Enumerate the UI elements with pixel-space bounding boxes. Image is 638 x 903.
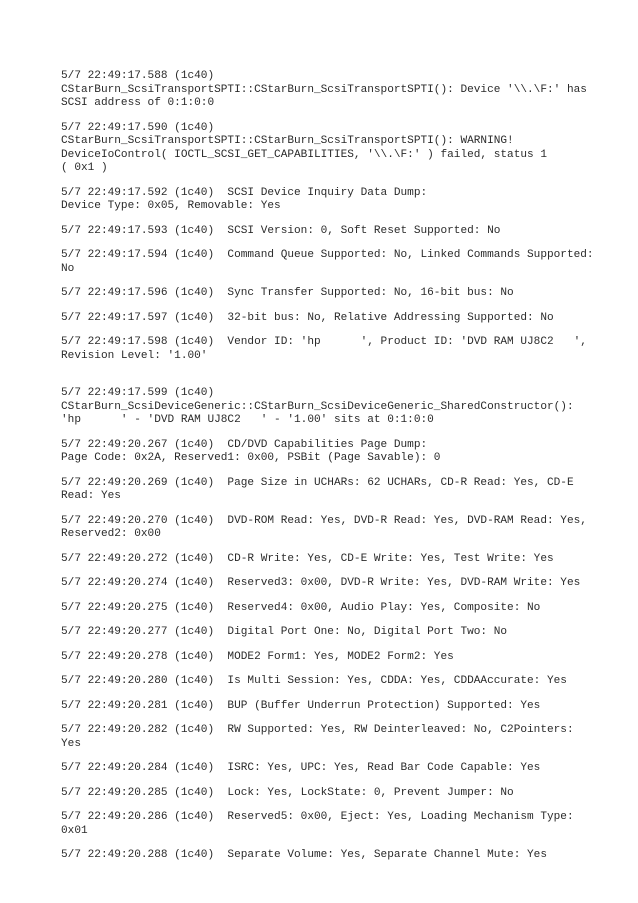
log-entry xyxy=(61,287,621,301)
log-entry xyxy=(61,553,621,567)
log-line: Page Code: 0x2A, Reserved1: 0x00, PSBit (Page Savable): 0 xyxy=(61,452,441,464)
log-line: 5/7 22:49:20.285 (1c40) Lock: Yes, LockState: 0, Prevent Jumper: No xyxy=(61,786,514,799)
log-line: 'hp ' - 'DVD RAM UJ8C2 ' - '1.00' sits at 0:1:0:0 xyxy=(61,414,434,426)
log-entry xyxy=(61,187,621,214)
log-line: CStarBurn_ScsiTransportSPTI::CStarBurn_ScsiTransportSPTI(): Device '\\.\F:' has xyxy=(61,83,587,96)
log-line: Revision Level: '1.00' xyxy=(61,349,208,362)
log-line: CStarBurn_ScsiTransportSPTI::CStarBurn_ScsiTransportSPTI(): WARNING! xyxy=(61,135,514,147)
log-line: 5/7 22:49:20.282 (1c40) RW Supported: Yes, RW Deinterleaved: No, C2Pointers: xyxy=(61,724,574,736)
log-line: 5/7 22:49:20.269 (1c40) Page Size in UCHARs: 62 UCHARs, CD-R Read: Yes, CD-E xyxy=(61,476,574,489)
log-entry xyxy=(61,387,621,428)
log-line: 5/7 22:49:20.280 (1c40) Is Multi Session: Yes, CDDA: Yes, CDDAAccurate: Yes xyxy=(61,675,567,687)
log-line: 5/7 22:49:20.288 (1c40) Separate Volume: Yes, Separate Channel Mute: Yes xyxy=(61,849,547,861)
log-entry xyxy=(61,70,621,111)
log-entry xyxy=(61,122,621,176)
log-line: Reserved2: 0x00 xyxy=(61,528,161,540)
log-line: ( 0x1 ) xyxy=(61,162,108,174)
log-entry xyxy=(61,762,621,776)
log-entry xyxy=(61,724,621,751)
log-entry xyxy=(61,787,621,801)
log-entry xyxy=(61,602,621,616)
log-entry xyxy=(61,700,621,714)
log-entry xyxy=(61,577,621,591)
log-line: 5/7 22:49:20.284 (1c40) ISRC: Yes, UPC: Yes, Read Bar Code Capable: Yes xyxy=(61,762,541,774)
log-line: SCSI address of 0:1:0:0 xyxy=(61,97,215,109)
log-line: 5/7 22:49:20.275 (1c40) Reserved4: 0x00, Audio Play: Yes, Composite: No xyxy=(61,601,541,614)
log-line: 5/7 22:49:20.270 (1c40) DVD-ROM Read: Yes, DVD-R Read: Yes, DVD-RAM Read: Yes, xyxy=(61,514,587,527)
log-line: 5/7 22:49:20.278 (1c40) MODE2 Form1: Yes, MODE2 Form2: Yes xyxy=(61,650,454,663)
log-entry xyxy=(61,626,621,640)
log-line: 5/7 22:49:20.267 (1c40) CD/DVD Capabilities Page Dump: xyxy=(61,438,428,451)
log-line: 5/7 22:49:17.598 (1c40) Vendor ID: 'hp ', Product ID: 'DVD RAM UJ8C2 ', xyxy=(61,336,587,348)
log-entry xyxy=(61,811,621,838)
log-entry xyxy=(61,515,621,542)
log-line: 5/7 22:49:20.286 (1c40) Reserved5: 0x00, Eject: Yes, Loading Mechanism Type: xyxy=(61,811,574,823)
log-line: CStarBurn_ScsiDeviceGeneric::CStarBurn_ScsiDeviceGeneric_SharedConstructor(): xyxy=(61,400,574,413)
log-line: 5/7 22:49:17.594 (1c40) Command Queue Supported: No, Linked Commands Supported: xyxy=(61,249,594,261)
log-line: 5/7 22:49:17.588 (1c40) xyxy=(61,70,215,82)
log-line: Yes xyxy=(61,737,81,750)
log-line: No xyxy=(61,262,75,275)
log-entry xyxy=(61,849,621,863)
log-line: Read: Yes xyxy=(61,490,121,502)
log-line: 5/7 22:49:17.592 (1c40) SCSI Device Inquiry Data Dump: xyxy=(61,186,428,199)
log-entry xyxy=(61,439,621,466)
log-line: 5/7 22:49:20.281 (1c40) BUP (Buffer Underrun Protection) Supported: Yes xyxy=(61,699,541,712)
log-entry xyxy=(61,336,621,363)
log-line: 5/7 22:49:17.599 (1c40) xyxy=(61,387,215,399)
log-entry xyxy=(61,249,621,276)
log-line: 5/7 22:49:17.593 (1c40) SCSI Version: 0, Soft Reset Supported: No xyxy=(61,224,501,237)
log-line: 5/7 22:49:17.590 (1c40) xyxy=(61,121,215,134)
log-line: 5/7 22:49:17.597 (1c40) 32-bit bus: No, Relative Addressing Supported: No xyxy=(61,311,554,324)
log-text xyxy=(61,70,621,874)
log-entry xyxy=(61,477,621,504)
log-line: 0x01 xyxy=(61,824,88,837)
log-entry xyxy=(61,675,621,689)
log-line: 5/7 22:49:20.274 (1c40) Reserved3: 0x00, DVD-R Write: Yes, DVD-RAM Write: Yes xyxy=(61,577,581,589)
log-line: 5/7 22:49:20.277 (1c40) Digital Port One: No, Digital Port Two: No xyxy=(61,626,508,638)
log-entry xyxy=(61,312,621,326)
log-entry xyxy=(61,225,621,239)
log-line: 5/7 22:49:20.272 (1c40) CD-R Write: Yes, CD-E Write: Yes, Test Write: Yes xyxy=(61,552,554,565)
log-line: 5/7 22:49:17.596 (1c40) Sync Transfer Supported: No, 16-bit bus: No xyxy=(61,287,514,299)
log-line: Device Type: 0x05, Removable: Yes xyxy=(61,200,281,212)
log-entry xyxy=(61,651,621,665)
log-line: DeviceIoControl( IOCTL_SCSI_GET_CAPABILITIES, '\\.\F:' ) failed, status 1 xyxy=(61,148,547,161)
